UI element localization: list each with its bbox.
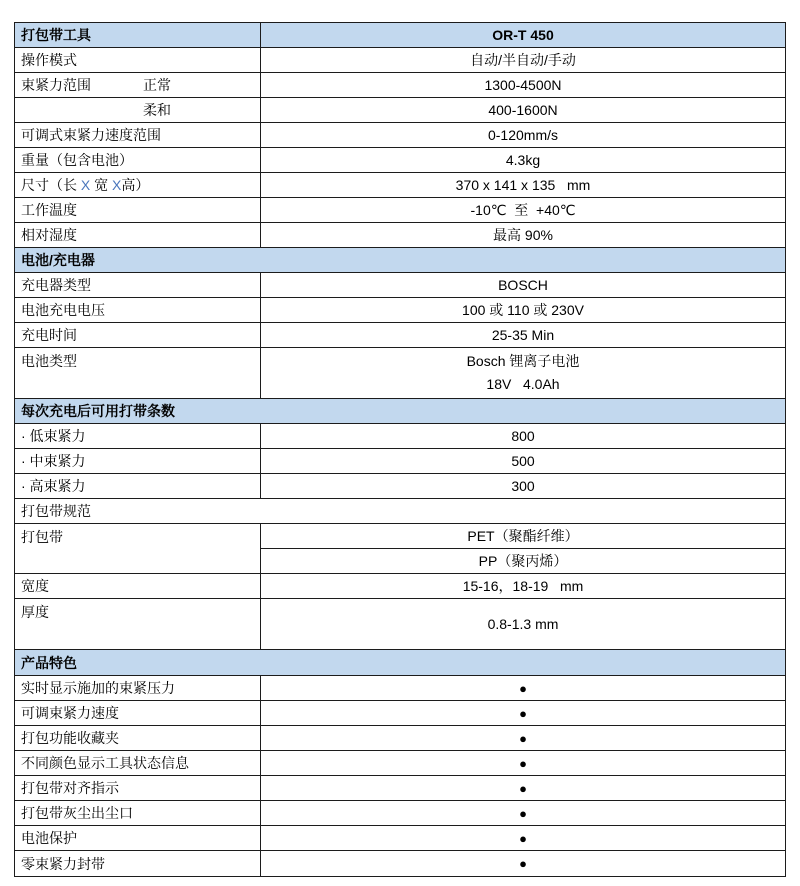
section-header-battery: 电池/充电器 [15,248,785,273]
spec-row-thickness [15,599,785,650]
battery-type-line2: 18V 4.0Ah [486,376,560,392]
feature-row [15,826,785,851]
spec-value: 自动/半自动/手动 [470,52,576,68]
spec-value: 370 x 141 x 135 mm [455,177,591,193]
spec-label [15,98,261,122]
tool-name-header: 打包带工具 [15,23,261,47]
feature-bullet: ● [519,680,527,696]
spec-label [15,173,261,197]
spec-label: 相对湿度 [15,223,261,247]
feature-label: 实时显示施加的束紧压力 [15,676,261,700]
feature-bullet: ● [519,780,527,796]
spec-row-charging-time [15,323,785,348]
spec-row-operation-mode [15,48,785,73]
strap-spec-subheader: 打包带规范 [15,499,785,524]
model-header: OR-T 450 [261,23,785,47]
feature-row [15,676,785,701]
strap-type-stack [261,524,785,573]
spec-value: 500 [511,453,535,469]
feature-label: 电池保护 [15,826,261,850]
spec-label: 重量（包含电池） [15,148,261,172]
spec-label: 操作模式 [15,48,261,72]
spec-value: 300 [511,478,535,494]
spec-row-speed-range [15,123,785,148]
spec-row-low-tension [15,424,785,449]
dim-part: 宽 [90,177,113,193]
spec-value: 25-35 Min [491,327,555,343]
feature-bullet: ● [519,755,527,771]
feature-row [15,776,785,801]
spec-label: · 高束紧力 [15,474,261,498]
spec-value: BOSCH [498,277,548,293]
spec-label: · 低束紧力 [15,424,261,448]
spec-row-mid-tension [15,449,785,474]
spec-row-charger-type [15,273,785,298]
spec-value: 0-120mm/s [487,127,559,143]
feature-label: 可调束紧力速度 [15,701,261,725]
feature-bullet: ● [519,705,527,721]
spec-label: 充电器类型 [15,273,261,297]
feature-row [15,801,785,826]
spec-row-tension-normal [15,73,785,98]
spec-value: 100 或 110 或 230V [462,302,584,318]
spec-row-humidity [15,223,785,248]
feature-bullet: ● [519,856,527,871]
spec-label: 宽度 [15,574,261,598]
spec-row-dimensions [15,173,785,198]
strap-type-pp: PP（聚丙烯） [478,552,568,569]
feature-bullet: ● [519,830,527,846]
spec-row-temperature [15,198,785,223]
spec-label: 打包带 [15,524,261,573]
feature-bullet: ● [519,805,527,821]
tension-soft-sublabel: 柔和 [143,102,171,118]
spec-label: 可调式束紧力速度范围 [15,123,261,147]
dim-part: 尺寸（长 [21,177,81,193]
spec-value: 15-16，18-19 mm [462,578,584,594]
feature-row [15,751,785,776]
spec-row-strap-material [15,524,785,574]
spec-label: · 中束紧力 [15,449,261,473]
spec-row-width [15,574,785,599]
spec-value: 4.3kg [505,152,541,168]
feature-bullet: ● [519,730,527,746]
spec-table [14,22,786,877]
spec-row-weight [15,148,785,173]
feature-label: 不同颜色显示工具状态信息 [15,751,261,775]
battery-type-line1: Bosch 锂离子电池 [466,353,580,369]
feature-row [15,851,785,876]
feature-label: 零束紧力封带 [15,851,261,876]
spec-value: 400-1600N [488,102,558,118]
feature-label: 打包功能收藏夹 [15,726,261,750]
feature-label: 打包带灰尘出尘口 [15,801,261,825]
section-header-straps-per-charge: 每次充电后可用打带条数 [15,399,785,424]
dim-x: X [80,177,91,193]
feature-row [15,726,785,751]
spec-value: 1300-4500N [484,77,562,93]
dim-part: 高） [121,177,150,193]
spec-label: 电池类型 [15,348,261,398]
dim-x: X [112,177,122,193]
spec-label: 电池充电电压 [15,298,261,322]
table-header-row [15,23,785,48]
tension-normal-sublabel: 正常 [143,77,171,93]
spec-value: 800 [511,428,535,444]
spec-value: -10℃ 至 +40℃ [470,202,576,218]
strap-type-pet: PET（聚酯纤维） [261,524,785,549]
spec-row-charging-voltage [15,298,785,323]
spec-value: 最高 90% [493,227,553,243]
section-header-features: 产品特色 [15,650,785,676]
spec-value: 0.8-1.3 mm [487,616,559,632]
spec-row-tension-soft [15,98,785,123]
tension-range-label: 束紧力范围 [21,77,91,93]
feature-label: 打包带对齐指示 [15,776,261,800]
spec-row-battery-type [15,348,785,399]
spec-value [261,348,785,398]
spec-row-high-tension [15,474,785,499]
feature-row [15,701,785,726]
spec-label [15,73,261,97]
spec-label: 工作温度 [15,198,261,222]
spec-label: 厚度 [15,599,261,649]
spec-label: 充电时间 [15,323,261,347]
